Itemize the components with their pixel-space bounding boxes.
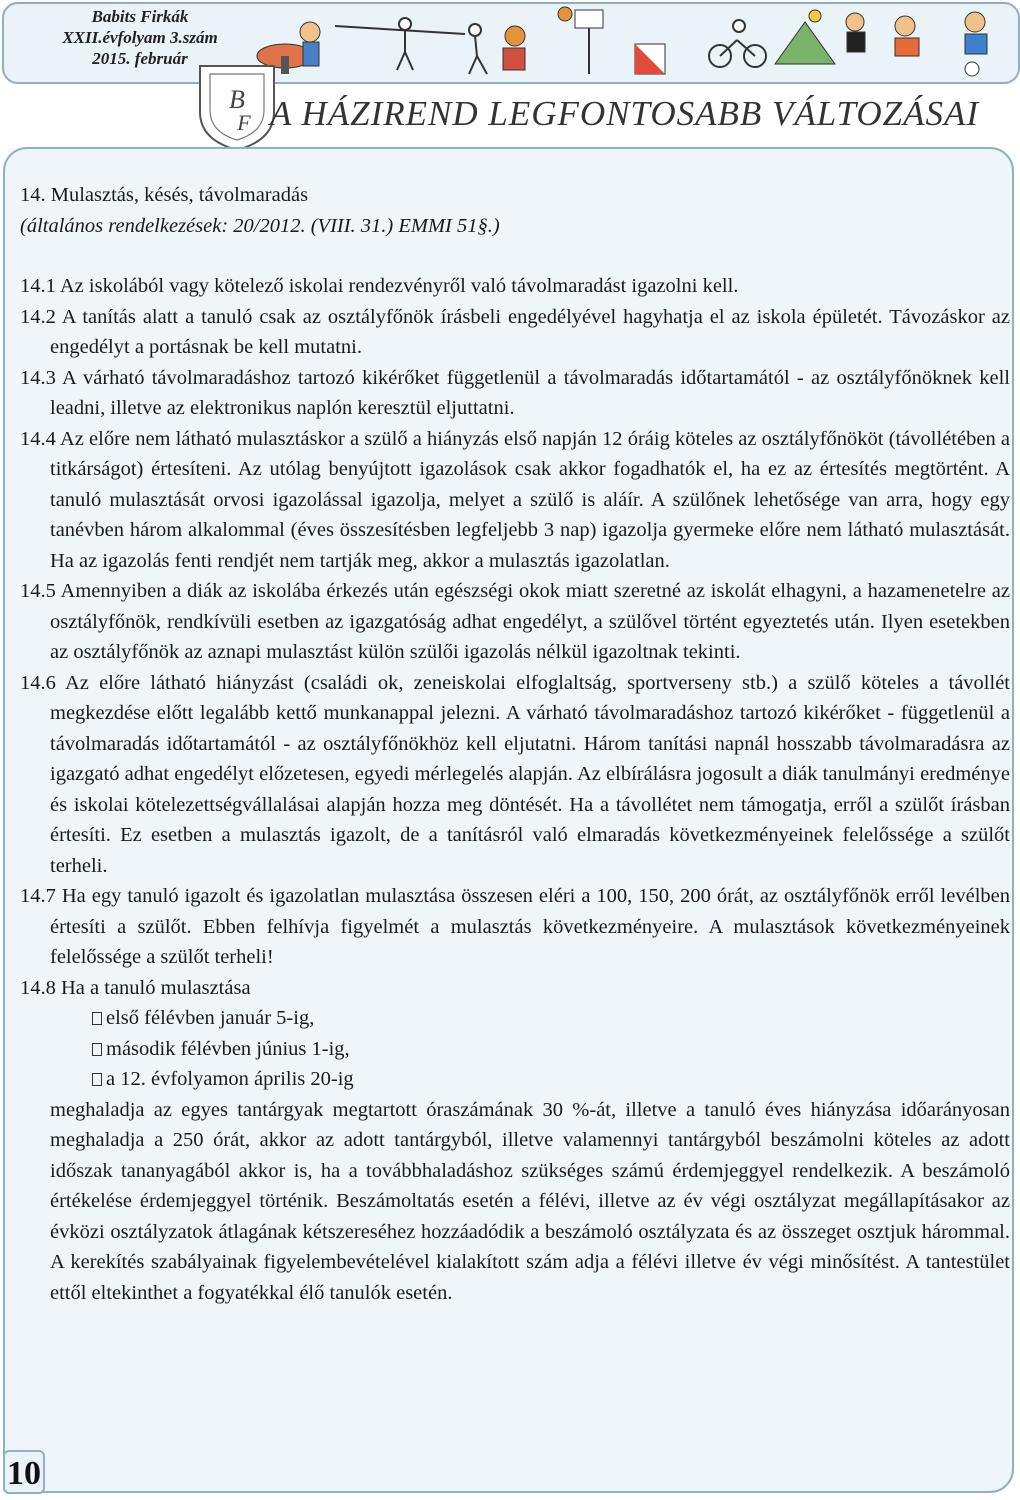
section-title: A HÁZIREND LEGFONTOSABB VÁLTOZÁSAI [270, 94, 980, 133]
article-subheading: (általános rendelkezések: 20/2012. (VIII. 31.) EMMI 51§.) [20, 214, 500, 237]
rule-number: 14.3 [20, 366, 56, 389]
rule-text: A várható távolmaradáshoz tartozó kikérőket függetlenül a távolmaradás időtartamától - az osztályfőnöknek kell leadni, illetve az elektronikus naplón keresztül eljuttatni. [50, 366, 1010, 419]
masthead-volume: XXII.évfolyam 3.szám [62, 28, 218, 47]
rule-number: 14.5 [20, 580, 56, 602]
rule-14-2 [20, 302, 1010, 363]
rule-number: 14.7 [20, 885, 56, 907]
rule-14-3 [20, 363, 1010, 424]
article-body [20, 180, 1010, 1308]
rule-text: Az iskolából vagy kötelező iskolai rendezvényről való távolmaradást igazolni kell. [59, 275, 739, 297]
list-item: a 12. évfolyamon április 20-ig [92, 1064, 1010, 1095]
rule-text: Az előre nem látható mulasztáskor a szülő a hiányzás első napján 12 óráig köteles az osztályfőnököt (távollétében a titkárságot) értesíteni. Az utólag benyújtott igazolások csak akkor fogadhatók el, ha ez az értesítés megtörtént. A tanuló mulasztását orvosi igazolással igazolja, melyet a szülő is aláír. A szülőnek lehetősége van arra, hogy egy tanévben három alkalommal (éves összesítésben legfeljebb 3 nap) igazolja gyermeke előre nem látható mulasztását. Ha az igazolás fenti rendjét nem tartják meg, akkor a mulasztás igazolatlan. [50, 427, 1010, 572]
rule-number: 14.2 [20, 305, 56, 328]
rule-14-8-intro [20, 973, 1010, 1004]
orienteering-flag-illustration [635, 44, 665, 74]
rule-14-4 [20, 424, 1010, 577]
school-crest-logo [192, 60, 282, 152]
rule-text: Az előre látható hiányzást (családi ok, zeneiskolai elfoglaltság, sportverseny stb.) a szülő köteles a távollét megkezdése előtt legalább kettő munkanappal jelezni. A várható távolmaradáshoz tartozó kikérőket - függetlenül a távolmaradás időtartamától - az osztályfőnökhöz kell eljutatni. Három tanítási napnál hosszabb távolmaradásra az igazgató adhat engedélyt előzetesen, egyedi mérlegelés alapján. Az elbírálásra jogosult a diák tanulmányi eredménye és iskolai kötelezettségvállalásai alapján hozza meg döntését. Ha a távollétet nem támogatja, erről a szülőt írásban értesíti. Ez esetben a mulasztás igazolt, de a tanításról való elmaradás következményeinek felelőssége a szülőt terheli. [50, 671, 1010, 877]
rule-text: Ha a tanuló mulasztása [61, 976, 251, 999]
list-item: második félévben június 1-ig, [92, 1034, 1010, 1065]
cyclist-illustration [709, 20, 766, 67]
article-heading: 14. Mulasztás, késés, távolmaradás [20, 184, 309, 206]
rule-14-6 [20, 668, 1010, 882]
masthead-date: 2015. február [92, 49, 188, 68]
page-number: 10 [3, 1450, 45, 1494]
rule-14-5 [20, 576, 1010, 668]
rule-number: 14.1 [20, 275, 56, 297]
rule-text: Ha egy tanuló igazolt és igazolatlan mulasztása összesen eléri a 100, 150, 200 órát, az osztályfőnök erről levélben értesíti a szülőt. Ebben felhívja figyelmét a mulasztás következményeire. A mulasztások következményeinek felelőssége a szülőt terheli! [50, 885, 1010, 968]
mountain-illustration [775, 10, 835, 64]
masthead-title: Babits Firkák [91, 7, 189, 26]
rule-14-7 [20, 881, 1010, 973]
rule-number: 14.6 [20, 671, 56, 694]
runner-illustration [846, 12, 987, 76]
svg-text:F: F [237, 110, 251, 135]
svg-text:B: B [229, 85, 245, 114]
rule-14-8-text: meghaladja az egyes tantárgyak megtartott óraszámának 30 %-át, illetve a tanuló éves hiányzása időarányosan meghaladja a 250 órát, akkor az adott tantárgyból, illetve valamennyi tantárgyból beszámolni köteles az adott időszak tananyagából akkor is, ha a továbbhaladáshoz szükséges számú érdemjeggyel rendelkezik. A beszámoló értékelése érdemjeggyel történik. Beszámoltatás esetén a félévi, illetve az év végi osztályzat megállapításakor az évközi osztályzatok átlagának kétszereséhez hozzáadódik a beszámoló osztályzata és az összeget osztjuk hárommal. A kerekítés szabályainak figyelembevételével kialakított szám adja a félévi illetve év végi minősítést. A tantestület ettől eltekinthet a fogyatékkal élő tanulók esetén. [50, 1098, 1010, 1304]
stick-figures-illustration [335, 18, 487, 74]
list-item: első félévben január 5-ig, [92, 1003, 1010, 1034]
rule-14-1 [20, 271, 1010, 302]
rule-14-8-deadlines [20, 1003, 1010, 1095]
rule-text: Amennyiben a diák az iskolába érkezés után egészségi okok miatt szeretné az iskolát elhagyni, a hazamenetelre az osztályfőnök, rendkívüli esetben az igazgatóság adhat engedélyt, a szülővel történt egyeztetés után. Ilyen esetekben az osztályfőnök az aznapi mulasztást külön szülői igazolás nélkül igazoltnak tekinti. [50, 580, 1010, 663]
basketball-illustration [503, 7, 603, 74]
sports-illustration-strip [215, 4, 1015, 78]
rule-text: A tanítás alatt a tanuló csak az osztályfőnök írásbeli engedélyével hagyhatja el az iskola épületét. Távozáskor az engedélyt a portásnak be kell mutatni. [50, 305, 1010, 358]
rule-number: 14.4 [20, 427, 56, 450]
rule-number: 14.8 [20, 976, 56, 999]
